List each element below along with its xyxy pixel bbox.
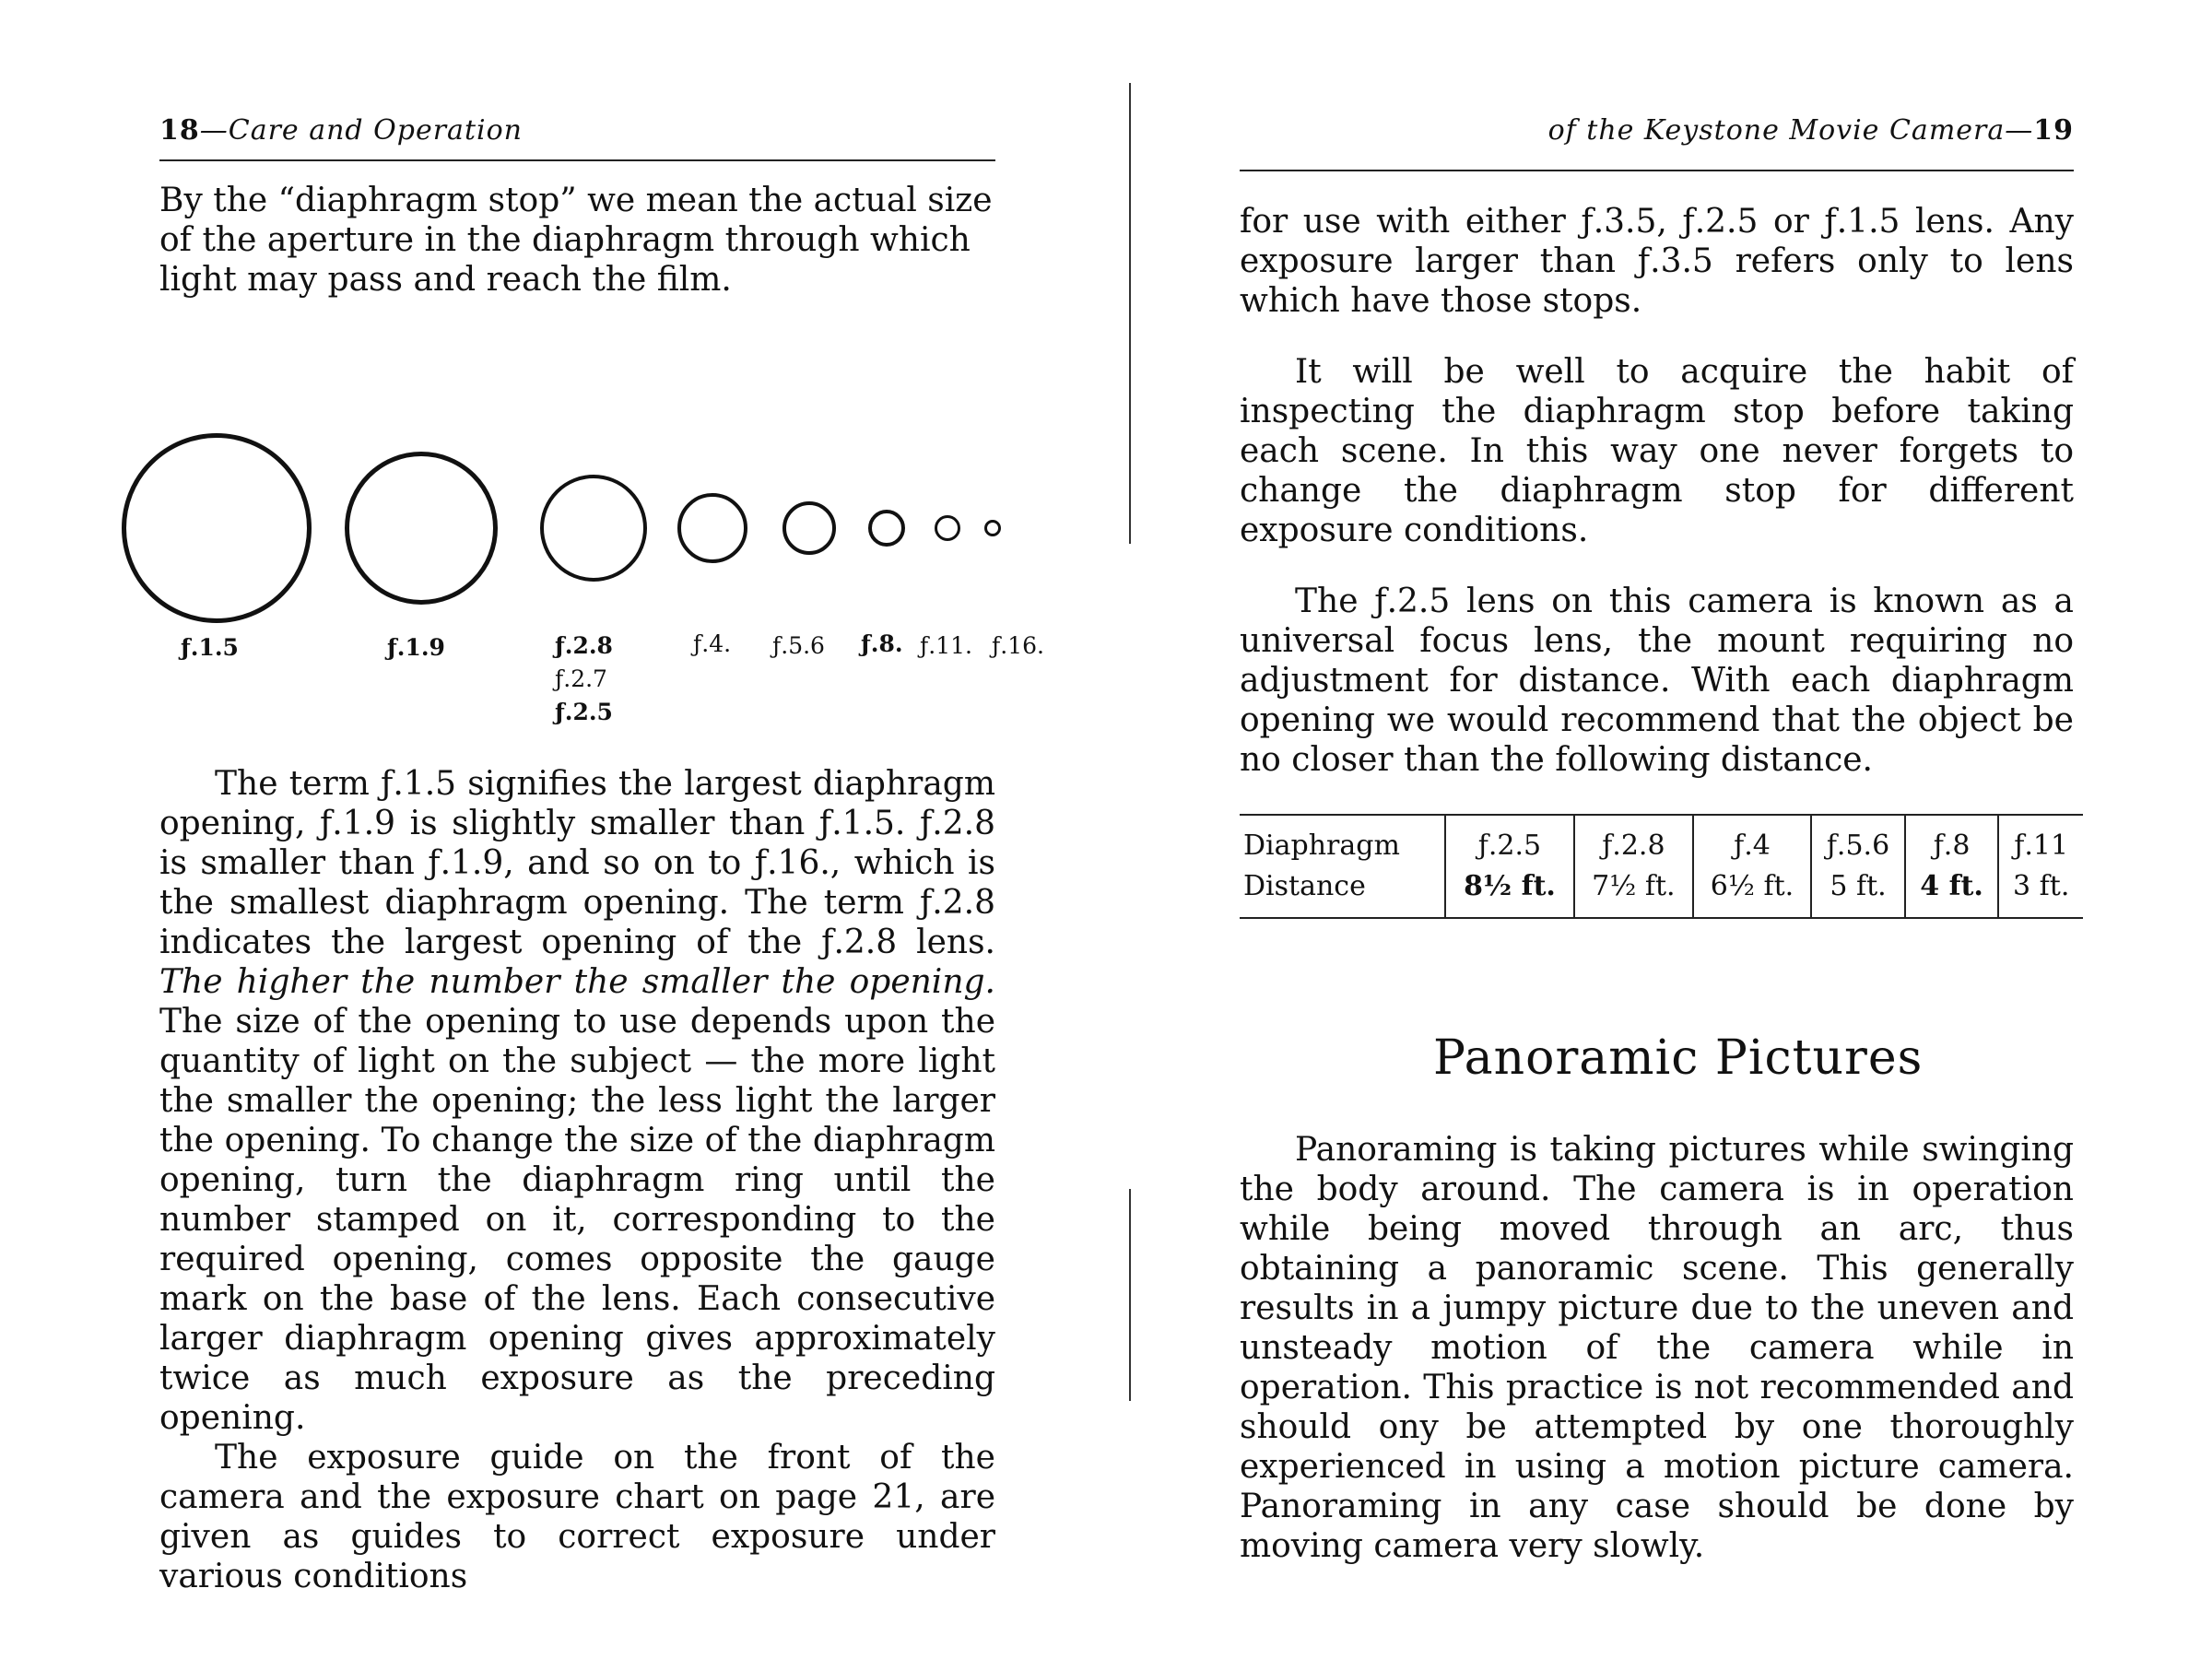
table-cell-stop: ƒ.8 <box>1905 815 1999 866</box>
stop-label-f1-9: ƒ.1.9 <box>387 634 445 661</box>
right-header-title: of the Keystone Movie Camera— <box>1547 114 2034 147</box>
table-cell-stop: ƒ.5.6 <box>1811 815 1904 866</box>
stop-label-f1-5: ƒ.1.5 <box>181 634 239 661</box>
stop-circle-f2-8 <box>540 475 647 582</box>
table-cell-distance: 4 ft. <box>1905 866 1999 918</box>
table-cell-distance: 7½ ft. <box>1574 866 1693 918</box>
stop-label-f11: ƒ.11. <box>920 632 972 659</box>
left-header-rule <box>159 159 995 161</box>
table-cell-stop: ƒ.4 <box>1693 815 1812 866</box>
table-cell-stop: ƒ.2.5 <box>1445 815 1574 866</box>
intro-line: light may pass and reach the film. <box>159 261 732 299</box>
stop-circle-f11 <box>935 515 960 541</box>
table-row-label: Distance <box>1243 870 1366 902</box>
table-row-label: Diaphragm <box>1243 830 1400 862</box>
left-page-number: 18 <box>159 114 200 147</box>
distance-table <box>1240 814 2083 919</box>
table-cell-distance: 5 ft. <box>1811 866 1904 918</box>
paragraph-text: The size of the opening to use depends upon the quantity of light on the subject — the more light the smaller the opening; the less light the larger the opening. To change the size of the diaphragm opening, turn the diaphragm ring until the number stamped on it, corresponding to the required opening, comes opposite the gauge mark on the base of the lens. Each consecutive larger diaphragm opening gives approximately twice as much exposure as the preceding opening. <box>159 1003 995 1437</box>
intro-line: By the “diaphragm stop” we mean the actual size <box>159 182 993 219</box>
stop-circle-f4 <box>677 493 747 563</box>
stop-label-f2-7: ƒ.2.7 <box>555 665 607 692</box>
panoramic-body-text <box>1240 1130 2074 1566</box>
paragraph-text: The term ƒ.1.5 signifies the largest diaphragm opening, ƒ.1.9 is slightly smaller than ƒ.1.5. ƒ.2.8 is smaller than ƒ.1.9, and so on to ƒ.16., which is the smallest diaphragm opening. The term ƒ.2.8 indicates the largest opening of the ƒ.2.8 lens. <box>159 765 995 961</box>
stop-circle-f1-9 <box>345 452 498 605</box>
left-running-header <box>159 114 523 147</box>
table-cell-stop: ƒ.2.8 <box>1574 815 1693 866</box>
intro-line: of the aperture in the diaphragm through which <box>159 221 971 259</box>
stop-circle-f8 <box>868 510 905 547</box>
paragraph-lens-stops: for use with either ƒ.3.5, ƒ.2.5 or ƒ.1.5 lens. Any exposure larger than ƒ.3.5 refers only to lens which have those stops. <box>1240 203 2074 320</box>
stop-label-f4: ƒ.4. <box>693 630 732 657</box>
table-row-diaphragm <box>1240 815 2083 866</box>
paragraph-inspect-stop: It will be well to acquire the habit of inspecting the diaphragm stop before taking each scene. In this way one never forgets to change the diaphragm stop for different exposure conditions. <box>1240 353 2074 549</box>
paragraph-focus-lens: The ƒ.2.5 lens on this camera is known as a universal focus lens, the mount requiring no adjustment for distance. With each diaphragm opening we would recommend that the object be no closer than the following distance. <box>1240 582 2074 779</box>
right-running-header <box>1548 114 2074 147</box>
paragraph-diaphragm-terms <box>159 764 995 1438</box>
left-body-text <box>159 764 995 1596</box>
stop-label-f8: ƒ.8. <box>861 630 903 657</box>
diaphragm-stops-figure <box>111 424 1088 737</box>
stop-circle-f5-6 <box>782 501 836 555</box>
table-row-distance <box>1240 866 2083 918</box>
stop-circle-f1-5 <box>122 433 312 623</box>
right-body-text <box>1240 202 2074 780</box>
paragraph-panoraming: Panoraming is taking pictures while swinging the body around. The camera is in operation while being moved through an arc, thus obtaining a panoramic scene. This generally results in a jumpy picture due to the uneven and unsteady motion of the camera while in operation. This practice is not recommended and should ony be attempted by one thoroughly experienced in using a motion picture camera. Panoraming in any case should be done by moving camera very slowly. <box>1240 1131 2074 1565</box>
table-cell-distance: 6½ ft. <box>1693 866 1812 918</box>
paragraph-exposure-guide: The exposure guide on the front of the camera and the exposure chart on page 21, are given as guides to correct exposure under various conditions <box>159 1439 995 1595</box>
stop-label-f2-8: ƒ.2.8 <box>555 632 613 659</box>
right-header-rule <box>1240 170 2074 171</box>
table-cell-stop: ƒ.11 <box>1998 815 2083 866</box>
table-cell-distance: 8½ ft. <box>1445 866 1574 918</box>
stop-label-f16: ƒ.16. <box>992 632 1044 659</box>
stop-label-f5-6: ƒ.5.6 <box>772 632 825 659</box>
section-heading: Panoramic Pictures <box>1433 1030 1924 1086</box>
stop-circle-f16 <box>984 520 1001 536</box>
left-header-title: —Care and Operation <box>199 114 523 147</box>
right-page-number: 19 <box>2033 114 2074 147</box>
left-intro-text <box>159 181 995 300</box>
table-cell-distance: 3 ft. <box>1998 866 2083 918</box>
stop-label-f2-5: ƒ.2.5 <box>555 699 613 725</box>
emphasis-text: The higher the number the smaller the opening. <box>159 963 995 1001</box>
